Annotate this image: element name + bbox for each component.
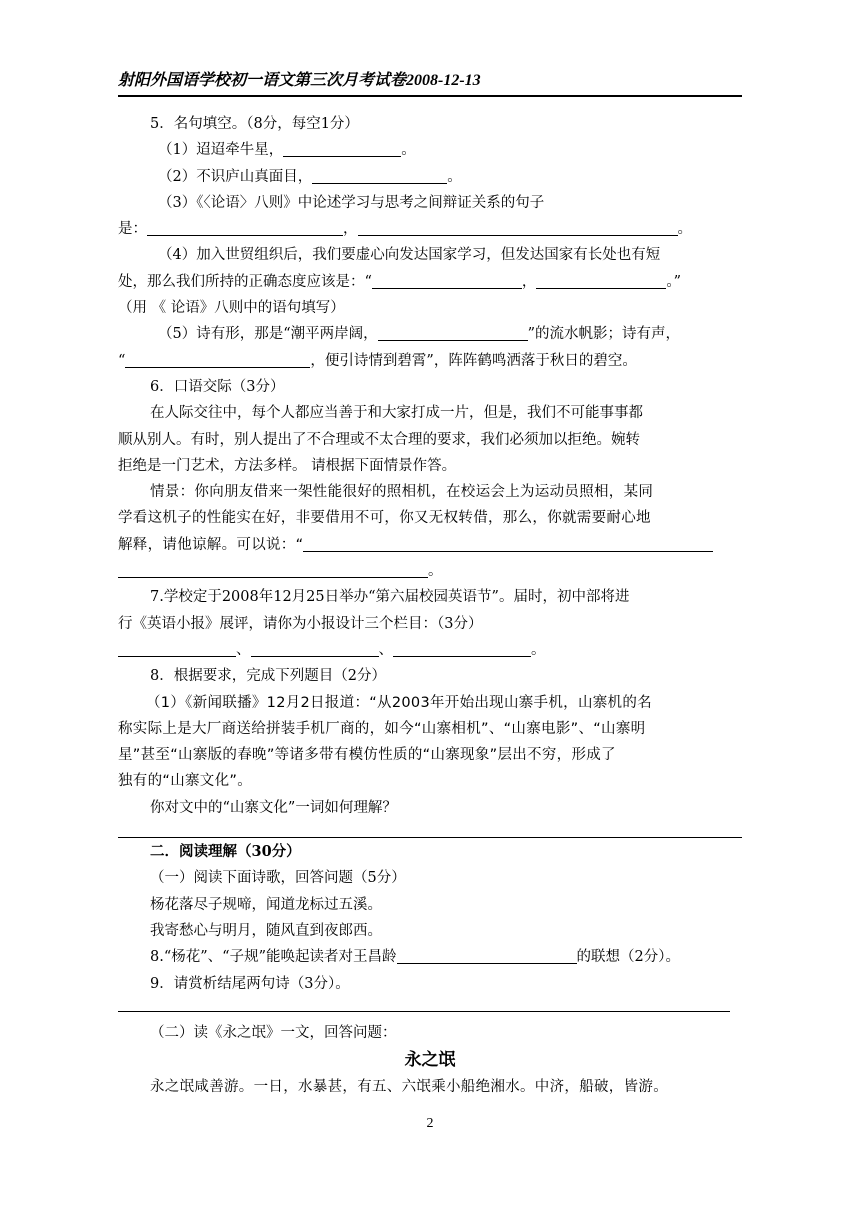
q7-line2: 行《英语小报》展评，请你为小报设计三个栏目：（3分）	[118, 615, 483, 632]
q8-para2: 称实际上是大厂商送给拼装手机厂商的，如今“山寨相机”、“山寨电影”、“山寨明	[118, 720, 646, 737]
q6-title: 6．口语交际（3分）	[150, 378, 285, 395]
section2-sub2: （二）读《永之氓》一文，回答问题：	[150, 1024, 397, 1041]
answer-blank[interactable]	[251, 641, 379, 657]
q5-line1: （1）迢迢牵牛星， 。	[158, 142, 416, 159]
q6-scene3: 解释，请他谅解。可以说：“	[118, 532, 742, 558]
article-para1: 永之氓咸善游。一日，水暴甚，有五、六氓乘小船绝湘水。中济，船破，皆游。	[150, 1079, 668, 1096]
q8-question: 你对文中的“山寨文化”一词如何理解？	[150, 799, 397, 816]
q6-scene1: 情景：你向朋友借来一架性能很好的照相机，在校运会上为运动员照相，某同	[150, 484, 654, 501]
page-header	[118, 68, 742, 97]
poem-line2: 我寄愁心与明月，随风直到夜郎西。	[150, 922, 382, 939]
q7-line1: 7.学校定于2008年12月25日举办“第六届校园英语节”。届时，初中部将进	[150, 589, 630, 606]
answer-blank[interactable]	[147, 220, 343, 236]
q5-line2: （2）不识庐山真面目， 。	[158, 168, 462, 185]
answer-blank[interactable]	[303, 536, 713, 552]
page-content	[118, 111, 742, 1100]
q6-para1: 在人际交往中，每个人都应当善于和大家打成一片，但是，我们不可能事事都	[150, 405, 643, 422]
q6-scene4: 。	[118, 558, 742, 584]
q8-para3: 星”甚至“山寨版的春晚”等诸多带有模仿性质的“山寨现象”层出不穷，形成了	[118, 747, 616, 764]
answer-blank[interactable]	[393, 641, 531, 657]
section2-title: 二．阅读理解（30分）	[150, 843, 301, 861]
answer-blank[interactable]	[283, 141, 401, 157]
q5-line4b: 处，那么我们所持的正确态度应该是：“ ， 。”	[118, 273, 682, 290]
q8a-line: 8.“杨花”、“子规”能唤起读者对王昌龄 的联想（2分）。	[150, 949, 680, 966]
q6-scene2: 学看这机子的性能实在好，非要借用不可，你又无权转借，那么，你就需要耐心地	[118, 510, 651, 527]
section2-sub1: （一）阅读下面诗歌，回答问题（5分）	[150, 870, 406, 887]
answer-blank[interactable]	[118, 562, 428, 578]
answer-blank[interactable]	[378, 325, 528, 341]
answer-blank[interactable]	[118, 641, 236, 657]
q7-blanks: 、 、 。	[118, 637, 742, 663]
q5-line4a: （4）加入世贸组织后，我们要虚心向发达国家学习，但发达国家有长处也有短	[158, 247, 661, 264]
answer-blank[interactable]	[125, 352, 310, 368]
header-title: 射阳外国语学校初一语文第三次月考试卷2008-12-13	[118, 72, 481, 89]
answer-line[interactable]	[118, 837, 742, 838]
q6-para3: 拒绝是一门艺术，方法多样。 请根据下面情景作答。	[118, 457, 457, 474]
q6-para2: 顺从别人。有时，别人提出了不合理或不太合理的要求，我们必须加以拒绝。婉转	[118, 431, 640, 448]
article-title: 永之氓	[404, 1050, 456, 1071]
q5-line5a: （5）诗有形，那是“潮平两岸阔， ”的流水帆影；诗有声，	[158, 326, 681, 343]
q9-line: 9．请赏析结尾两句诗（3分）。	[150, 975, 350, 992]
answer-blank[interactable]	[358, 220, 678, 236]
answer-blank[interactable]	[397, 948, 577, 964]
answer-blank[interactable]	[312, 168, 447, 184]
answer-blank[interactable]	[372, 273, 522, 289]
q5-line3a: （3）《〈论语〉八则》中论述学习与思考之间辩证关系的句子	[158, 194, 545, 211]
q8-para1: （1）《新闻联播》12月2日报道：“从2003年开始出现山寨手机，山寨机的名	[146, 694, 652, 711]
page-number: 2	[426, 1116, 434, 1131]
q5-line4c: （用 《 论语》八则中的语句填写）	[118, 300, 345, 317]
q5-line5b: “ ，便引诗情到碧霄”，阵阵鹤鸣洒落于秋日的碧空。	[118, 352, 637, 369]
q8-para4: 独有的“山寨文化”。	[118, 773, 253, 790]
q5-line3b: 是： ， 。	[118, 221, 692, 238]
q5-title: 5．名句填空。（8分，每空1分）	[150, 116, 359, 132]
poem-line1: 杨花落尽子规啼，闻道龙标过五溪。	[150, 896, 382, 913]
answer-blank[interactable]	[536, 273, 666, 289]
q8-title: 8．根据要求，完成下列题目（2分）	[150, 668, 386, 685]
